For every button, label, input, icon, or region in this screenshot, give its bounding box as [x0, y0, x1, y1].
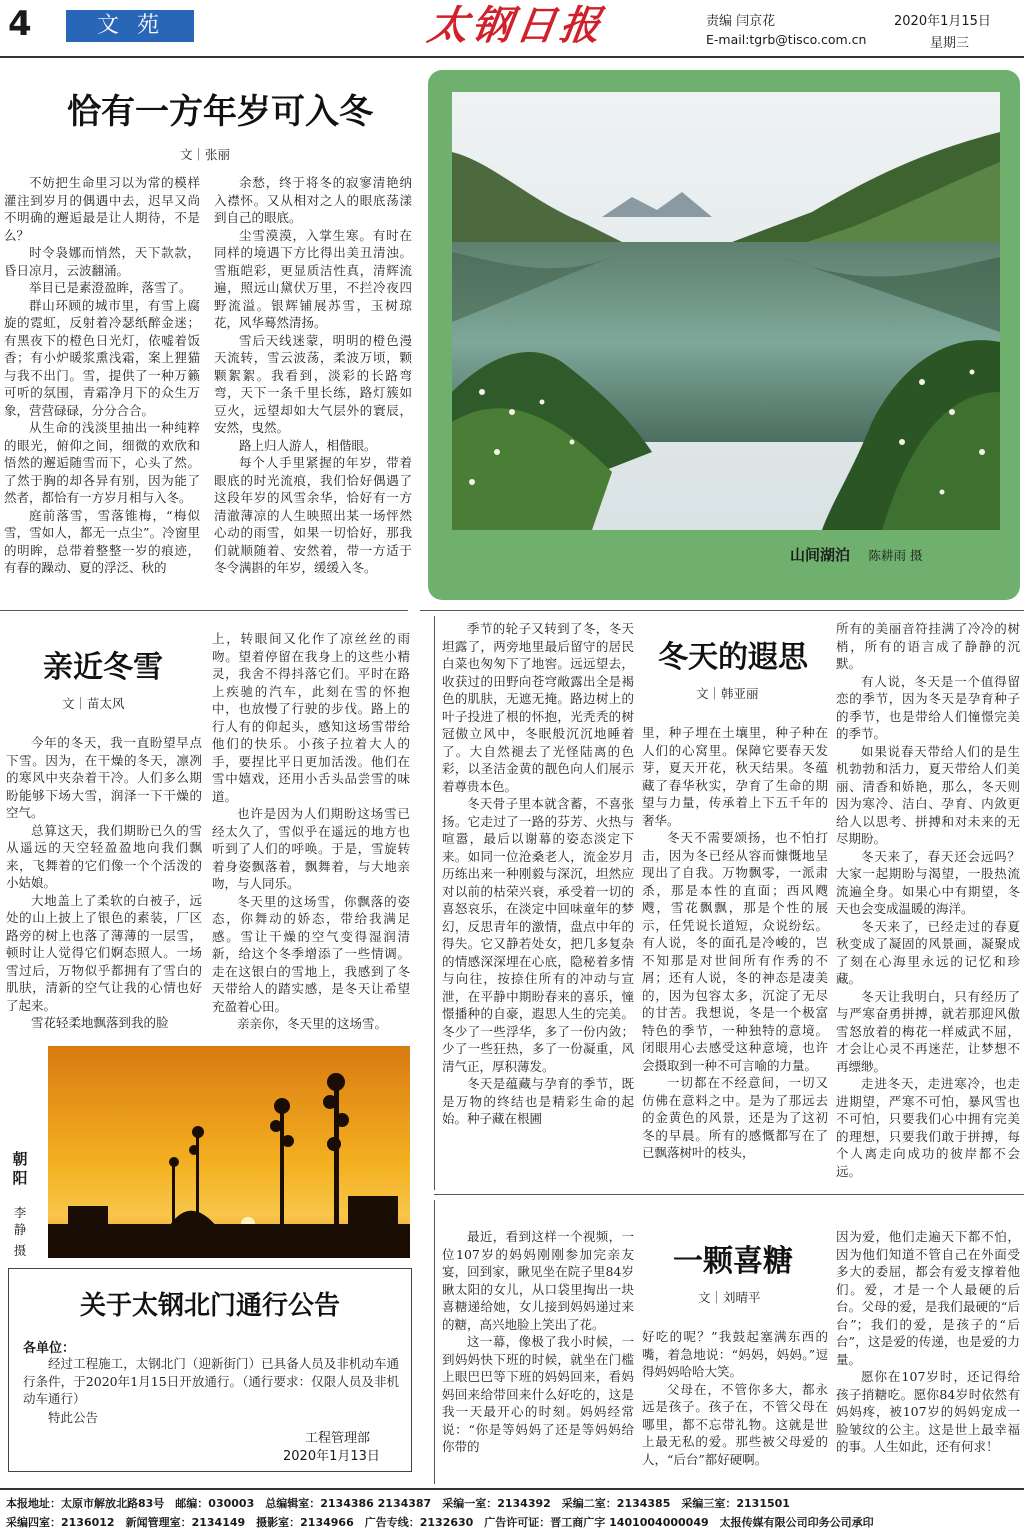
paragraph: 冬天来了，春天还会远吗？大家一起期盼与渴望，一股热流流遍全身。如果心中有期望，冬天也会变成温暖的海洋。 [836, 848, 1020, 916]
paragraph: 父母在，不管你多大，都永远是孩子。孩子在，不管父母在哪里，都不忘带礼物。这就是世上最无私的爱。那些被父母爱的人，“后台”都好硬啊。 [642, 1381, 828, 1467]
article3-column-1 [442, 620, 634, 1182]
paragraph: 冬天让我明白，只有经历了与严寒奋勇拼搏，就若那迎风傲雪怒放着的梅花一样威武不屈，才会让心灵不再迷茫，让梦想不再缥缈。 [836, 988, 1020, 1074]
sunrise-caption-title: 朝阳 [12, 1150, 28, 1187]
article1-title: 恰有一方年岁可入冬 [67, 92, 373, 132]
masthead-logo [425, 2, 608, 50]
article2-title: 亲近冬雪 [43, 650, 163, 685]
paragraph: 今年的冬天，我一直盼望早点下雪。因为，在干燥的冬天，凛冽的寒风中夹杂着干冷。人们多么期盼能够下场大雪，润泽一下干燥的空气。 [6, 735, 202, 820]
article1-column-2 [214, 174, 412, 598]
page-number: 4 [8, 4, 32, 44]
paragraph: 这一幕，像极了我小时候，一到妈妈快下班的时候，就坐在门槛上眼巴巴等下班的妈妈回来，看妈妈回来给带回来什么好吃的，这是我一天最开心的时刻。妈妈经常说：“你是等妈妈了还是等妈妈给你带的 [442, 1334, 634, 1454]
paragraph: 走进冬天，走进寒冷，也走进期望，严寒不可怕，暴风雪也不可怕，只要我们心中拥有完美的理想，只要我们敢于拼搏，每个人离走向成功的彼岸都不会远。 [836, 1076, 1020, 1179]
issue-weekday: 星期三 [930, 36, 970, 51]
footer-line-2: 采编四室：2136012 新闻管理室：2134149 摄影室：2134966 广告专线：2132630 广告许可证：晋工商广字 1401004000049 太报传媒有限公司印务公司承印 [6, 1516, 874, 1529]
paragraph: 好吃的呢？”我鼓起塞满东西的嘴，着急地说：“妈妈，妈妈。”逗得妈妈哈哈大笑。 [642, 1329, 828, 1379]
article4-column-3 [836, 1228, 1020, 1478]
article3-byline: 文｜韩亚丽 [696, 686, 759, 701]
sunrise-caption [8, 1150, 32, 1259]
lake-caption-title: 山间湖泊 [790, 546, 851, 564]
paragraph: 庭前落雪，雪落锥梅，“梅似雪，雪如人，都无一点尘”。冷窗里的明眸，总带着整整一岁的痕迹，有春的躁动、夏的浮泛、秋的 [4, 507, 200, 575]
paragraph: 每个人手里紧握的年岁，带着眼底的时光流痕，我们恰好偶遇了这段年岁的风雪余华，恰好有一方清澈薄凉的人生映照出某一场怦然心动的雨雪，如果一切恰好，那我们就顺随着、安然着，带一方适于冬令满斟的年岁，缓缓入冬。 [214, 455, 412, 575]
article1-column-1 [4, 174, 200, 598]
paragraph: 雪花轻柔地飘落到我的脸 [31, 1015, 169, 1030]
section-label: 文苑 [96, 13, 177, 38]
article4-title: 一颗喜糖 [673, 1244, 793, 1279]
divider [420, 610, 1024, 611]
notice-date: 2020年1月13日 [283, 1449, 380, 1464]
paragraph: 最近，看到这样一个视频，一位107岁的妈妈刚刚参加完亲友宴，回到家，瞅见坐在院子里84岁瞅太阳的女儿，从口袋里掏出一块喜糖递给她，女儿接到妈妈递过来的糖，高兴地脸上笑出了花。 [442, 1229, 634, 1332]
notice-box [8, 1268, 412, 1472]
sunrise-caption-credit: 李静 [13, 1205, 27, 1237]
paragraph: 里，种子埋在土壤里，种子种在人们的心窝里。保障它要春天发芽，夏天开花，秋天结果。冬蕴藏了春华秋实，孕育了生命的期望与力量，传承着上下五千年的奢华。 [642, 725, 828, 828]
paragraph: 路上归人游人，相偕眼。 [239, 437, 377, 453]
paragraph: 亲亲你，冬天里的这场雪。 [237, 1016, 388, 1031]
footer-rule [0, 1488, 1024, 1490]
notice-body [23, 1355, 399, 1409]
header-rule [0, 56, 1024, 58]
article4-column-1 [442, 1228, 634, 1478]
notice-closing [23, 1409, 223, 1427]
sunrise-scene-image [48, 1046, 410, 1258]
editor-email: E-mail:tgrb@tisco.com.cn [706, 32, 867, 47]
paragraph: 季节的轮子又转到了冬，冬天坦露了，两旁地里最后留守的居民白菜也匆匆下了地窖。远远望去，收获过的田野向苍穹敞露出全是褐色的肌肤，无遮无掩。路边树上的叶子投进了根的怀抱，光秃秃的树冠傲立风中，冬眠般沉沉地睡着了。大自然褪去了光怪陆离的色彩，以圣洁金黄的靓色向人们展示着尊贵本色。 [442, 621, 634, 794]
paragraph: 雪后天线迷蒙，明明的橙色漫天流转，雪云波荡，柔波万顷，颗颗絮絮。我看到，淡彩的长路弯弯，天下一条千里长练，路灯簇如豆火，远望却如大气层外的寰辰，安然，曳然。 [214, 332, 412, 435]
paragraph: 冬天不需要颂扬，也不怕打击，因为冬已经从容而慷慨地呈现出了自我。万物飘零，一派肃杀，那是本性的直面；西风飕飕，雪花飘飘，那是个性的展示，任凭说长道短，众说纷纭。有人说，冬的面孔是冷峻的，岂不知那是对世间所有作秀的不屑；还有人说，冬的神态是凄美的，因为包容太多，沉淀了无尽的甘苦。我想说，冬是一个极富特色的季节，一种独特的意境。闭眼用心去感受这种意境，也许会摄取到一种不可言喻的力量。 [642, 830, 828, 1073]
section-badge [66, 10, 194, 42]
article3-column-2 [642, 724, 828, 1182]
paragraph: 尘雪漠漠，入掌生寒。有时在同样的境遇下方比得出美丑清浊。雪瓶皑彩，更显质洁性真，清辉流遍，照远山黛伏万里，不拦冷夜四野流溢。银辉铺展苏雪，玉树琼花，风华蓦然清扬。 [214, 227, 412, 330]
article3-column-3 [836, 620, 1020, 1182]
paragraph: 一切都在不经意间，一切又仿佛在意料之中。是为了那远去的金黄色的风景，还是为了这初冬的早晨。所有的感慨都写在了已飘落树叶的枝头， [642, 1075, 828, 1160]
column-divider [434, 1200, 435, 1484]
article2-column-1 [6, 734, 202, 1034]
paragraph: 冬天骨子里本就含蓄，不喜张扬。它走过了一路的芬芳、火热与喧嚣，最后以谢幕的姿态淡定下来。如同一位沧桑老人，流金岁月历练出来一种刚毅与深沉，坦然应对以前的枯荣兴衰，承受着一切的喜怒哀乐，在淡定中回味童年的梦幻，反思青年的激情，盘点中年的得失。它又静若处女，把几多复杂的情感深深埋在心底，隐秘着多情与向往，按捺住所有的冲动与宣泄，在平静中期盼春来的喜乐，憧憬播种的自豪，遐思人生的完美。冬少了一些浮华，多了一份内敛；少了一些狂热，多了一份凝重，风清气正，厚积薄发。 [442, 796, 634, 1074]
lake-caption-credit: 陈耕雨 摄 [868, 548, 923, 563]
paragraph: 也许是因为人们期盼这场雪已经太久了，雪似乎在遥远的地方也听到了人们的呼唤。于是，雪旋转着身姿飘落着，飘舞着，与大地亲吻，与人同乐。 [212, 806, 410, 891]
lake-scene-image [452, 92, 1000, 530]
masthead-title: 太钢日报 [424, 2, 608, 49]
article1-byline: 文｜张丽 [180, 147, 231, 162]
lake-photo-caption [790, 544, 922, 565]
paragraph: 群山环顾的城市里，有雪上腐旋的霓虹，反射着冷瑟纸醉金迷；有黑夜下的橙色日光灯，依嘘着饭香；有小炉暖浆熏浅霜，案上狸猫与我不出门。雪，提供了一种万籁可听的氛围，青霜净月下的众生万象，营营碌碌，分分合合。 [4, 297, 200, 418]
paragraph: 举目已是素澄盈眸，落雪了。 [29, 280, 192, 295]
article2-byline: 文｜苗太风 [62, 696, 125, 711]
sunrise-caption-suffix: 摄 [13, 1243, 27, 1258]
notice-salutation: 各单位： [23, 1341, 76, 1356]
paragraph: 所有的美丽音符挂满了冷冷的树梢，所有的语言成了静静的沉默。 [836, 621, 1020, 671]
paragraph: 余愁，终于将冬的寂寥清艳纳入襟怀。又从相对之人的眼底荡漾到自己的眼底。 [214, 175, 412, 225]
article4-column-2 [642, 1328, 828, 1478]
footer-line-1: 本报地址：太原市解放北路83号 邮编：030003 总编辑室：2134386 2134387 采编一室：2134392 采编二室：2134385 采编三室：2131501 [6, 1497, 790, 1510]
divider [0, 610, 408, 611]
paragraph: 如果说春天带给人们的是生机勃勃和活力，夏天带给人们美丽、清香和娇艳，那么，冬天则因为寒冷、洁白、孕育、内敛更给人以思考、拼搏和对未来的无尽期盼。 [836, 743, 1020, 846]
column-divider [434, 616, 435, 1190]
divider [434, 1194, 1024, 1195]
article3-title: 冬天的遐思 [658, 640, 808, 675]
paragraph: 因为爱，他们走遍天下都不怕，因为他们知道不管自己在外面受多大的委屈，都会有爱支撑着他们。爱，才是一个人最硬的后台。父母的爱，是我们最硬的“后台”；我们的爱，是孩子的“后台”，这是爱的传递，也是爱的力量。 [836, 1229, 1020, 1367]
paragraph: 上，转眼间又化作了凉丝丝的雨吻。望着停留在我身上的这些小精灵，我舍不得抖落它们。平时在路上疾驰的汽车，此刻在雪的怀抱中，也放慢了行驶的步伐。路上的行人有的仰起头，感知这场雪带给他们的快乐。小孩子拉着大人的手，要捏比平日更加活泼。他们在雪中嬉戏，还用小舌头品尝雪的味道。 [212, 631, 410, 804]
notice-title: 关于太钢北门通行公告 [79, 1291, 340, 1321]
paragraph: 冬天是蕴藏与孕育的季节，既是万物的终结也是精彩生命的起始。种子藏在根圃 [442, 1076, 634, 1126]
sunrise-photo [48, 1046, 410, 1258]
paragraph: 愿你在107岁时，还记得给孩子捎糖吃。愿你84岁时依然有妈妈疼，被107岁的妈妈宠成一脸皱纹的公主。这是世上最幸福的事。人生如此，还有何求！ [836, 1369, 1020, 1454]
article2-column-2 [212, 630, 410, 1034]
notice-body-text: 经过工程施工，太钢北门（迎新街门）已具备人员及非机动车通行条件，于2020年1月15日开放通行。（通行要求：仅限人员及非机动车通行） [23, 1356, 399, 1406]
lake-photo [452, 92, 1000, 530]
paragraph: 总算这天，我们期盼已久的雪从遥远的天空轻盈盈地向我们飘来，飞舞着的它们像一个个活泼的小姑娘。 [6, 822, 202, 890]
article4-byline: 文｜刘晴平 [698, 1290, 761, 1305]
paragraph: 有人说，冬天是一个值得留恋的季节，因为冬天是孕育种子的季节，也是带给人们憧憬完美的季节。 [836, 673, 1020, 741]
paragraph: 大地盖上了柔软的白被子，远处的山上披上了银色的素装，厂区路旁的树上也落了薄薄的一层雪，顿时让人觉得它们婀态照人。一场雪过后，万物似乎都拥有了雪白的肌肤，清新的空气让我的心情也好了起来。 [6, 892, 202, 1013]
editor-credit: 责编 闫京花 [706, 14, 776, 29]
paragraph: 冬天来了，已经走过的春夏秋变成了凝固的风景画，凝聚成了刻在心海里永远的记忆和珍藏。 [836, 918, 1020, 986]
paragraph: 不妨把生命里习以为常的模样灌注到岁月的偶遇中去，迟早又尚不明确的邂逅最是让人期待，不是么？ [4, 175, 200, 243]
paragraph: 时令袅娜而悄然，天下款款，昏日凉月，云波翻涌。 [4, 245, 200, 278]
paragraph: 从生命的浅淡里抽出一种纯粹的眼光，俯仰之间，细微的欢欣和悟然的邂逅随雪而下，心头了然。了然于胸的却各异有别，因为能了然者，都恰有一方岁月相与入冬。 [4, 420, 200, 505]
issue-date: 2020年1月15日 [894, 14, 991, 29]
notice-issuer: 工程管理部 [305, 1431, 371, 1446]
paragraph: 冬天里的这场雪，你飘落的姿态，你舞动的娇态，带给我满足感。雪让干燥的空气变得湿润清新，给这个冬季增添了一些情调。走在这银白的雪地上，我感到了冬天带给人的踏实感，是冬天让希望充盈着心田。 [212, 893, 410, 1014]
notice-closing-text: 特此公告 [48, 1410, 99, 1425]
